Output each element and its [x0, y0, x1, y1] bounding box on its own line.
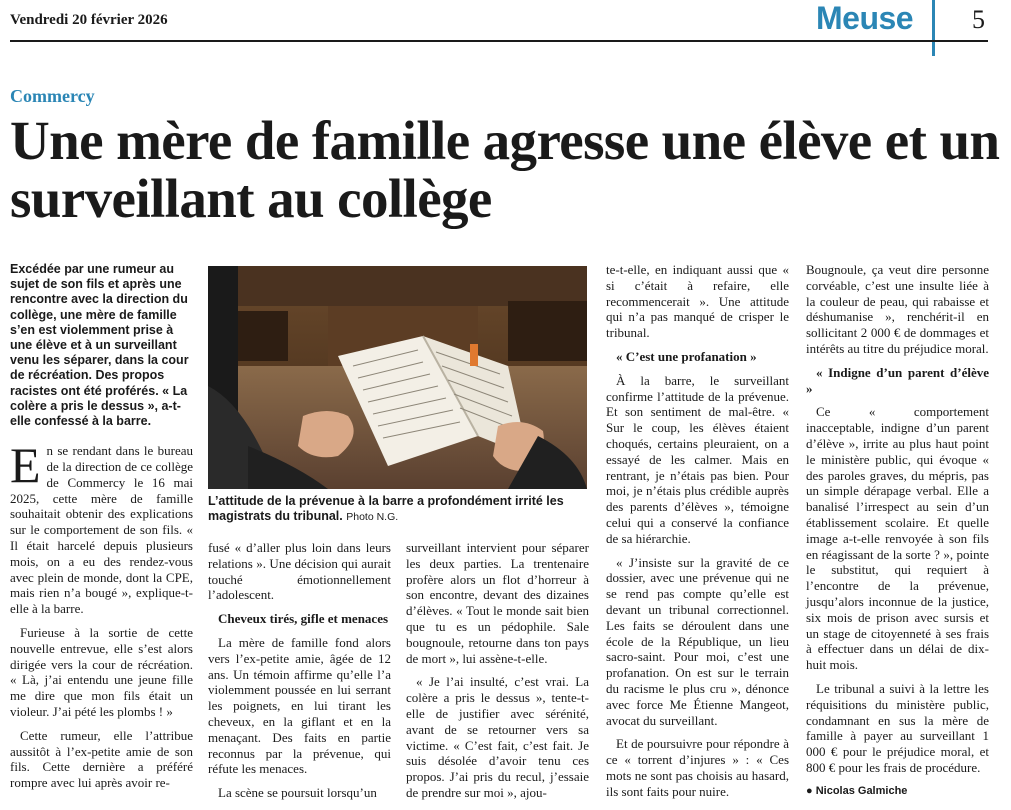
edition-date: Vendredi 20 février 2026 [10, 12, 168, 28]
paragraph: Le tribunal a suivi à la lettre les réquisitions du ministère public, condamnant en sus la mère de famille à payer au surveillant 1 000 € pour le préjudice moral, et 800 € pour les frais de procédure. [806, 680, 989, 775]
column-3 [406, 540, 589, 809]
lead-paragraph [10, 437, 193, 617]
subheading: « Indigne d’un parent d’élève » [806, 364, 989, 396]
section-title: Meuse [816, 0, 914, 36]
paragraph: Furieuse à la sortie de cette nouvelle entrevue, elle s’est alors dirigée vers la cour de récréation. « Là, j’ai entendu une jeune fille me dire que mon fils était un violeur. J’ai pété les plombs ! » [10, 625, 193, 719]
section-divider [932, 0, 935, 56]
header-rule [10, 40, 988, 42]
paragraph: « J’insiste sur la gravité de ce dossier, avec une prévenue qui ne se rend pas compte qu’elle est devant un tribunal correctionnel. Les faits se déroulent dans une école de la République, un lieu sacro-saint. Pour moi, c’est une profanation. On est sur le terrain du racisme le plus cru », dénonce avec force Me Étienne Mangeot, avocat du surveillant. [606, 554, 789, 728]
photo-credit: Photo N.G. [346, 511, 399, 523]
paragraph: n se rendant dans le bureau de la direction de ce collège de Commercy le 16 mai 2025, cette mère de famille souhaitait obtenir des explications sur le comportement de son fils. « Il était harcelé depuis plusieurs mois, on a eu des rendez-vous avec plein de monde, dont la CPE, mais rien n’a bougé », explique-t-elle à la barre. [10, 443, 193, 617]
caption-text: L’attitude de la prévenue à la barre a profondément irrité les magistrats du tribunal. [208, 494, 564, 523]
paragraph: te-t-elle, en indiquant aussi que « si c’était à refaire, elle recommencerait ». Une attitude qui n’a pas manqué de crisper le tribunal. [606, 262, 789, 341]
paragraph: surveillant intervient pour séparer les deux parties. La trentenaire profère alors un flot d’horreur à son encontre, devant des dizaines d’élèves. « Tout le monde sait bien que tu es un pédophile. Sale bougnoule, retourne dans ton pays de mort », lui assène-t-elle. [406, 540, 589, 666]
paragraph: Et de poursuivre pour répondre à ce « torrent d’injures » : « Ces mots ne sont pas choisis au hasard, ils sont faits pour nuire. [606, 736, 789, 799]
column-4 [606, 262, 789, 808]
paragraph: Bougnoule, ça veut dire personne corvéable, c’est une insulte liée à la couleur de peau, qui rabaisse et déshumanise », renchérit-il en sollicitant 2 000 € de dommages et intérêts au titre du préjudice moral. [806, 262, 989, 356]
column-5 [806, 262, 989, 800]
column-1 [10, 262, 193, 799]
subheading: « C’est une profanation » [616, 348, 757, 364]
page-number: 5 [972, 5, 985, 34]
column-2 [208, 540, 391, 809]
article-photo [208, 266, 587, 489]
courtroom-photo-icon [208, 266, 587, 489]
article-kicker: Commercy [10, 86, 95, 106]
paragraph: À la barre, le surveillant confirme l’attitude de la prévenue. Et son sentiment de mal-être. « Sur le coup, les élèves étaient choqués, certains pleuraient, on a essayé de les calmer. Mais en rentrant, je n’étais pas bien. Pour moi, je n’étais plus crédible auprès des parents d’élèves », témoigne celui qui a conservé la confiance de sa hiérarchie. [606, 372, 789, 546]
author-signature: ● Nicolas Galmiche [806, 784, 908, 797]
drop-cap: E [10, 437, 41, 494]
paragraph: fusé « d’aller plus loin dans leurs relations ». Une décision qui aurait touché émotionnellement l’adolescent. [208, 540, 391, 603]
article-headline: Une mère de famille agresse une élève et un surveillant au collège [10, 110, 1000, 229]
paragraph: La scène se poursuit lorsqu’un [218, 785, 377, 801]
paragraph: La mère de famille fond alors vers l’ex-petite amie, âgée de 12 ans. Un témoin affirme qu’elle l’a violemment poussée en lui serrant les poignets, en lui tirant les cheveux, en la giflant et en la menaçant. Des faits en partie reconnus par la prévenue, qui réfute les menaces. [208, 634, 391, 777]
paragraph: « Je l’ai insulté, c’est vrai. La colère a pris le dessus », tente-t-elle de justifier avec sérénité, avant de se retourner vers sa victime. « C’est fait, c’est fait. Je suis désolée d’avoir tenu ces propos. J’ai pris du recul, j’essaie de prendre sur moi », ajou- [406, 674, 589, 800]
paragraph: Cette rumeur, elle l’attribue aussitôt à l’ex-petite amie de son fils. Cette dernière a préféré rompre avec lui après avoir re- [10, 727, 193, 791]
subheading: Cheveux tirés, gifle et menaces [218, 611, 389, 627]
article-chapo: Excédée par une rumeur au sujet de son fils et après une rencontre avec la direction du collège, une mère de famille s’en est violemment prise à une élève et à un surveillant venu les séparer, dans la cour de récréation. Des propos racistes ont été proférés. « La colère a pris le dessus », a-t-elle confessé à la barre. [10, 262, 189, 429]
photo-caption [208, 494, 588, 525]
paragraph: Ce « comportement inacceptable, indigne d’un parent d’élève », irrite au plus haut point le ministère public, qui évoque « des paroles graves, du mépris, pas un simple dérapage verbal. Elle a banalisé l’irrespect au sein d’un établissement scolaire. Et quelle image a-t-elle renvoyée à son fils en réagissant de la sorte ? », pointe le substitut, qui requiert à l’encontre de la prévenue, jusqu’alors inconnue de la justice, six mois de prison avec sursis et un stage de citoyenneté à ses frais à effectuer dans un délai de dix-huit mois. [806, 404, 989, 673]
